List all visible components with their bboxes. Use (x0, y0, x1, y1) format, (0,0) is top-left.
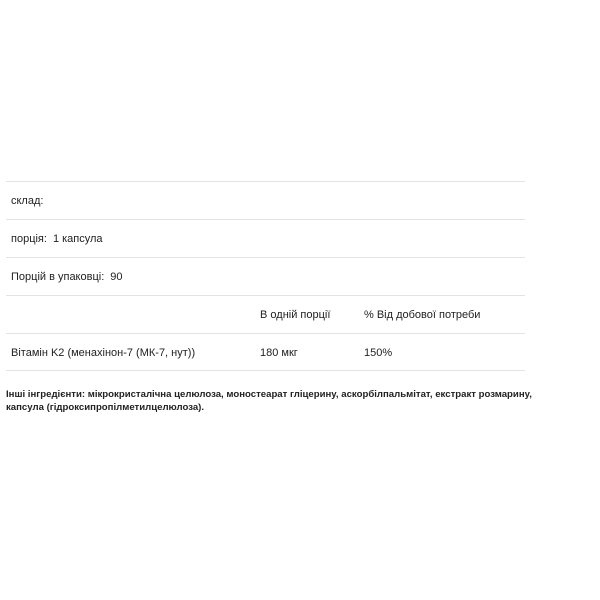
servings-per-container-value: 90 (110, 271, 123, 283)
serving-size-label: порція: (11, 233, 47, 245)
nutrient-amount: 180 мкг (260, 347, 298, 359)
header-per-serving: В одній порції (260, 309, 331, 321)
table-row (6, 333, 525, 371)
header-daily-value: % Від добової потреби (364, 309, 481, 321)
table-header-row (6, 295, 525, 333)
nutrient-daily-value: 150% (364, 347, 393, 359)
composition-row (6, 181, 525, 219)
serving-size (11, 220, 103, 258)
servings-per-container (11, 258, 123, 296)
servings-per-container-row (6, 257, 525, 295)
nutrient-name: Вітамін K2 (менахінон-7 (МК-7, нут)) (11, 347, 196, 359)
serving-size-value: 1 капсула (52, 233, 103, 245)
composition-label: склад: (11, 195, 44, 207)
other-ingredients: Інші інгредієнти: мікрокристалічна целюлоза, моностеарат гліцерину, аскорбілпальмітат, екстракт розмарину, капсула (гідроксипропілметилцелюлоза). (6, 389, 532, 413)
supplement-facts-table (6, 181, 525, 371)
servings-per-container-label: Порцій в упаковці: (11, 271, 105, 283)
serving-size-row (6, 219, 525, 257)
